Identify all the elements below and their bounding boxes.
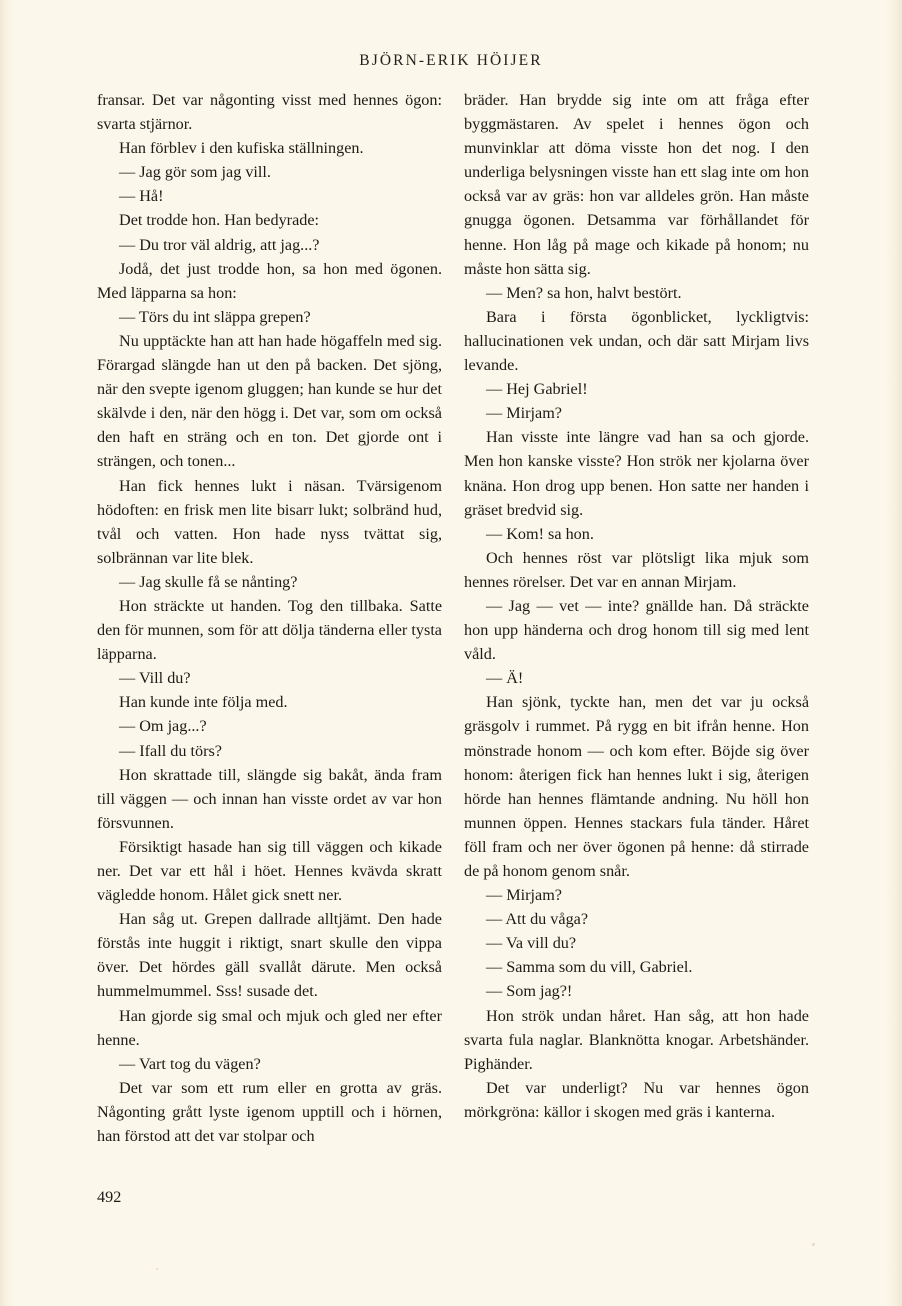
paragraph: Han förblev i den kufiska ställningen. <box>119 139 364 158</box>
paragraph: — Kom! sa hon. <box>486 524 594 543</box>
paragraph: — Jag — vet — inte? gnällde han. Då sträckte hon upp händerna och drog honom till sig med lent våld. <box>464 596 809 664</box>
page-left-edge-shadow <box>0 0 14 1306</box>
paragraph: fransar. Det var någonting visst med hennes ögon: svarta stjärnor. <box>97 91 442 134</box>
paragraph: — Hå! <box>119 187 164 206</box>
paragraph: Hon skrattade till, slängde sig bakåt, ända fram till väggen — och innan han visste ordet av var hon försvunnen. <box>97 765 442 832</box>
paragraph: — Om jag...? <box>119 717 207 736</box>
paragraph: — Jag gör som jag vill. <box>119 163 271 182</box>
left-column <box>97 88 442 1148</box>
paragraph: Det var som ett rum eller en grotta av gräs. Någonting grått lyste igenom upptill och i hörnen, han förstod att det var stolpar och <box>97 1078 442 1146</box>
paragraph: Han visste inte längre vad han sa och gjorde. Men hon kanske visste? Hon strök ner kjolarna över knäna. Hon drog upp benen. Hon satte ner handen i gräset bredvid sig. <box>464 428 809 519</box>
paragraph: — Vill du? <box>119 669 191 688</box>
paragraph: Hon sträckte ut handen. Tog den tillbaka. Satte den för munnen, som för att dölja tänderna eller tysta läpparna. <box>97 596 442 664</box>
paragraph: Han såg ut. Grepen dallrade alltjämt. Den hade förstås inte huggit i riktigt, snart skulle den vippa över. Det hördes gäll svallåt därute. Men också hummelmummel. Sss! susade det. <box>97 910 442 1001</box>
running-head: BJÖRN-ERIK HÖIJER <box>359 52 543 69</box>
paragraph: Han gjorde sig smal och mjuk och gled ner efter henne. <box>97 1006 442 1049</box>
paragraph: Och hennes röst var plötsligt lika mjuk som hennes rörelser. Det var en annan Mirjam. <box>464 548 809 591</box>
paragraph: — Mirjam? <box>486 404 562 423</box>
page-right-edge-shadow <box>886 0 902 1306</box>
paragraph: — Hej Gabriel! <box>486 380 588 399</box>
paragraph: Jodå, det just trodde hon, sa hon med ögonen. Med läpparna sa hon: <box>97 259 442 302</box>
paragraph: Han fick hennes lukt i näsan. Tvärsigenom hödoften: en frisk men lite bisarr lukt; solbränd hud, tvål och vatten. Hon hade nyss tvättat sig, solbrännan var lite blek. <box>97 476 442 567</box>
paragraph: Försiktigt hasade han sig till väggen och kikade ner. Det var ett hål i höet. Hennes kvävda skratt vägledde honom. Hålet gick snett ner. <box>97 837 442 905</box>
paragraph: Hon strök undan håret. Han såg, att hon hade svarta fula naglar. Blanknötta knogar. Arbetshänder. Pighänder. <box>464 1006 809 1073</box>
right-column <box>464 88 809 1148</box>
paper-speck <box>156 1268 158 1270</box>
page-number: 492 <box>97 1188 122 1206</box>
paragraph: Det var underligt? Nu var hennes ögon mörkgröna: källor i skogen med gräs i kanterna. <box>464 1078 809 1121</box>
paragraph: — Ä! <box>486 669 524 688</box>
paragraph: Bara i första ögonblicket, lyckligtvis: hallucinationen vek undan, och där satt Mirjam livs levande. <box>464 307 809 375</box>
paragraph: — Ifall du törs? <box>119 741 222 760</box>
paragraph: bräder. Han brydde sig inte om att fråga efter byggmästaren. Av spelet i hennes ögon och munvinklar att döma visste hon det nog. I den underliga belysningen visste han ett slag inte om hon också var av gräs: hon var alldeles grön. Han måste gnugga ögonen. Detsamma var förhållandet för henne. Hon låg på mage och kikade på honom; nu måste hon sätta sig. <box>464 91 809 278</box>
paragraph: — Att du våga? <box>486 910 589 929</box>
paragraph: — Som jag?! <box>486 982 573 1001</box>
paragraph: Det trodde hon. Han bedyrade: <box>119 211 320 230</box>
paragraph: — Samma som du vill, Gabriel. <box>486 958 693 977</box>
paragraph: Han kunde inte följa med. <box>119 693 288 712</box>
text-columns <box>97 88 809 1148</box>
paragraph: — Mirjam? <box>486 886 562 905</box>
paragraph: — Va vill du? <box>486 934 577 953</box>
paragraph: — Men? sa hon, halvt bestört. <box>486 283 682 302</box>
paper-speck <box>812 1243 815 1246</box>
paragraph: — Jag skulle få se nånting? <box>119 572 298 591</box>
paragraph: Nu upptäckte han att han hade högaffeln med sig. Förargad slängde han ut den på backen. Det sjöng, när den svepte igenom gluggen; han kunde se hur det skälvde i den, när den högg i. Det var, som om också den haft en sträng och en ton. Det gjorde ont i strängen, och tonen... <box>97 331 442 471</box>
paragraph: — Du tror väl aldrig, att jag...? <box>119 235 320 254</box>
paragraph: — Vart tog du vägen? <box>119 1054 261 1073</box>
paragraph: Han sjönk, tyckte han, men det var ju också gräsgolv i rummet. På rygg en bit ifrån henne. Hon mönstrade honom — och kom efter. Böjde sig över honom: återigen fick han hennes lukt i sig, återigen hörde han hennes flämtande andning. Nu höll hon munnen öppen. Hennes stackars fula tänder. Håret föll fram och ner över ögonen på henne: då stirrade de på honom genom snår. <box>464 693 809 880</box>
paragraph: — Törs du int släppa grepen? <box>119 307 311 326</box>
